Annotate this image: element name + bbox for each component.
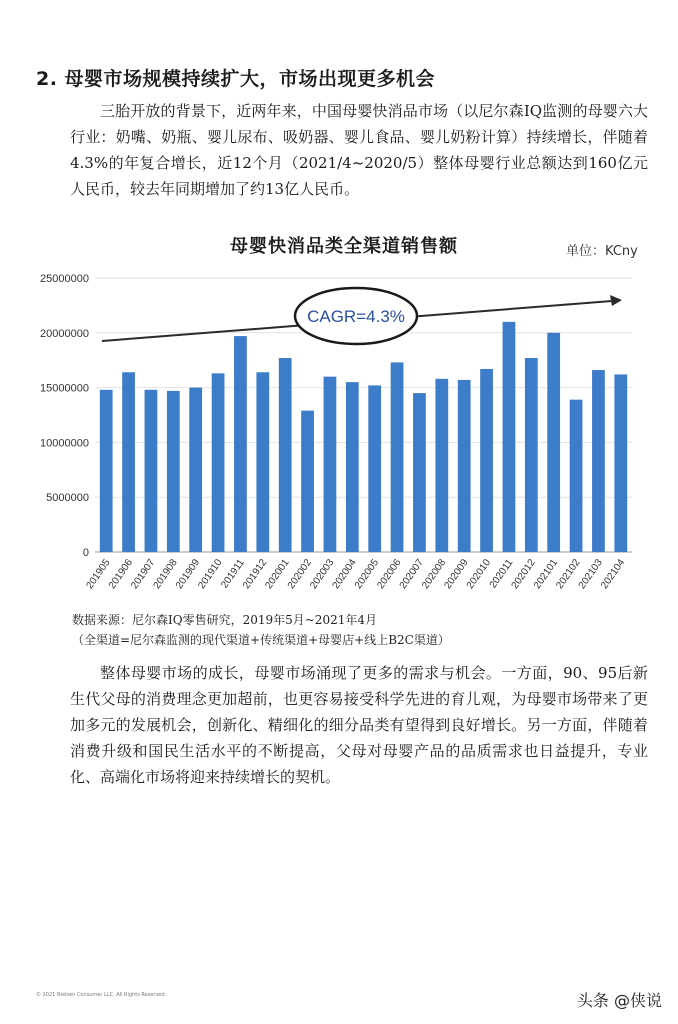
- bar-201905: [100, 390, 113, 552]
- y-tick-label: 20000000: [40, 327, 89, 340]
- x-tick-label: 202008: [420, 557, 449, 592]
- copyright-notice: © 2021 Nielsen Consumer LLC. All Rights Reserved.: [36, 992, 167, 998]
- bar-202007: [413, 393, 426, 552]
- x-tick-label: 202012: [509, 557, 538, 592]
- x-tick-label: 201909: [173, 557, 203, 592]
- bar-201912: [256, 372, 269, 552]
- x-tick-label: 202011: [487, 557, 516, 591]
- x-tick-label: 202006: [375, 557, 404, 592]
- x-tick-label: 201906: [106, 557, 136, 592]
- x-tick-label: 202003: [308, 557, 337, 592]
- x-tick-label: 202102: [554, 557, 583, 592]
- bar-201909: [189, 388, 202, 552]
- y-tick-label: 25000000: [40, 273, 89, 285]
- bar-202003: [324, 377, 337, 552]
- cagr-trend: [102, 288, 622, 344]
- x-tick-label: 201907: [129, 557, 158, 592]
- bar-202004: [346, 382, 359, 552]
- x-tick-label: 202001: [263, 557, 292, 592]
- bar-202008: [435, 379, 448, 552]
- bar-202010: [480, 369, 493, 552]
- y-tick-label: 10000000: [40, 437, 89, 450]
- x-tick-label: 201905: [84, 557, 113, 592]
- bar-201910: [212, 373, 225, 552]
- bar-202103: [592, 370, 605, 552]
- x-tick-label: 201908: [151, 557, 180, 592]
- x-tick-label: 202002: [285, 557, 315, 592]
- y-tick-label: 5000000: [46, 492, 89, 505]
- source-line-2: （全渠道=尼尔森监测的现代渠道+传统渠道+母婴店+线上B2C渠道）: [72, 633, 450, 647]
- bar-202101: [547, 333, 560, 552]
- bar-201911: [234, 336, 247, 552]
- source-line-1: 数据来源：尼尔森IQ零售研究，2019年5月~2021年4月: [72, 613, 377, 627]
- section-heading: 2. 母婴市场规模持续扩大，市场出现更多机会: [36, 68, 436, 90]
- intro-paragraph: 三胎开放的背景下，近两年来，中国母婴快消品市场（以尼尔森IQ监测的母婴六大行业：奶嘴、奶瓶、婴儿尿布、吸奶器、婴儿食品、婴儿奶粉计算）持续增长，伴随着4.3%的年复合增长，近12个月（2021/4~2020/5）整体母婴行业总额达到160亿元人民币，较去年同期增加了约13亿人民币。: [70, 102, 648, 198]
- x-tick-label: 201912: [241, 557, 270, 592]
- bar-202104: [614, 374, 627, 552]
- data-source-note: [72, 610, 450, 650]
- outro-paragraph: 整体母婴市场的成长，母婴市场涌现了更多的需求与机会。一方面，90、95后新生代父母的消费理念更加超前，也更容易接受科学先进的育儿观，为母婴市场带来了更加多元的发展机会，创新化、精细化的细分品类有望得到良好增长。另一方面，伴随着消费升级和国民生活水平的不断提高，父母对母婴产品的品质需求也日益提升，专业化、高端化市场将迎来持续增长的契机。: [70, 664, 648, 786]
- x-tick-label: 202104: [599, 557, 628, 592]
- x-tick-label: 201911: [219, 557, 247, 591]
- bar-202006: [391, 362, 404, 552]
- bar-202102: [570, 400, 583, 552]
- x-tick-label: 202004: [330, 557, 359, 592]
- y-tick-label: 0: [82, 547, 89, 559]
- x-tick-label: 202103: [576, 557, 605, 592]
- x-tick-label: 202005: [352, 557, 382, 592]
- bar-201907: [145, 390, 158, 552]
- y-tick-label: 15000000: [40, 382, 89, 395]
- x-axis-ticks: [84, 557, 627, 591]
- bar-202009: [458, 380, 471, 552]
- sales-bar-chart: [0, 260, 678, 610]
- y-axis-ticks: [40, 273, 89, 559]
- bar-201906: [122, 372, 135, 552]
- bar-202012: [525, 358, 538, 552]
- bars: [100, 322, 627, 552]
- trend-arrow-head: [610, 295, 622, 306]
- bar-201908: [167, 391, 180, 552]
- cagr-label: CAGR=4.3%: [307, 307, 405, 326]
- x-tick-label: 202101: [531, 557, 561, 592]
- bar-202011: [503, 322, 516, 552]
- bar-202002: [301, 411, 314, 552]
- bar-202001: [279, 358, 292, 552]
- x-tick-label: 202007: [397, 557, 426, 592]
- x-tick-label: 202010: [464, 557, 494, 592]
- chart-unit-label: 单位：KCny: [566, 244, 638, 259]
- chart-title: 母婴快消品类全渠道销售额: [230, 236, 458, 257]
- x-tick-label: 201910: [196, 557, 225, 592]
- bar-202005: [368, 385, 381, 552]
- x-tick-label: 202009: [442, 557, 471, 592]
- watermark: 头条 @侠说: [576, 991, 662, 1010]
